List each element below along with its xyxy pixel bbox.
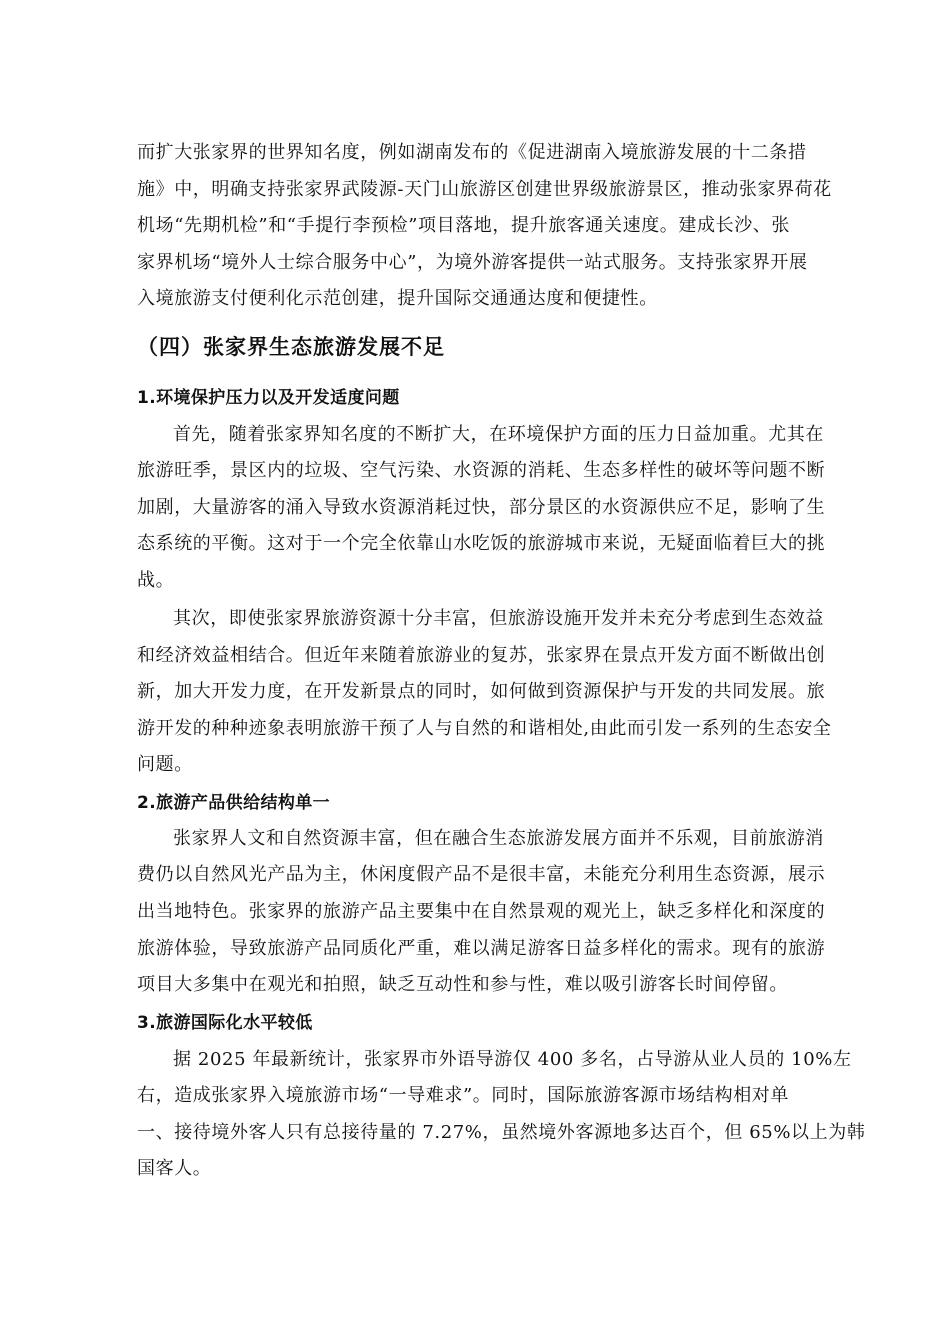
paragraph-line: 和经济效益相结合。但近年来随着旅游业的复苏，张家界在景点开发方面不断做出创	[137, 645, 826, 666]
subsection-heading-3: 3.旅游国际化水平较低	[137, 1013, 313, 1033]
paragraph-line: 费仍以自然风光产品为主，休闲度假产品不是很丰富，未能充分利用生态资源，展示	[137, 864, 826, 885]
paragraph-line: 战。	[137, 570, 175, 591]
paragraph-line: 张家界人文和自然资源丰富，但在融合生态旅游发展方面并不乐观，目前旅游消	[173, 828, 824, 849]
paragraph-line: 态系统的平衡。这对于一个完全依靠山水吃饭的旅游城市来说，无疑面临着巨大的挑	[137, 533, 826, 554]
intro-line: 机场“先期机检”和“手提行李预检”项目落地，提升旅客通关速度。建成长沙、张	[137, 215, 791, 236]
paragraph-line: 其次，即使张家界旅游资源十分丰富，但旅游设施开发并未充分考虑到生态效益	[173, 608, 824, 629]
paragraph-line: 问题。	[137, 754, 193, 775]
intro-line: 施》中，明确支持张家界武陵源-天门山旅游区创建世界级旅游景区，推动张家界荷花	[137, 179, 832, 200]
paragraph-line: 据 2025 年最新统计，张家界市外语导游仅 400 多名，占导游从业人员的 10%左	[173, 1049, 852, 1070]
paragraph-line: 国客人。	[137, 1158, 212, 1179]
paragraph-line: 一、接待境外客人只有总接待量的 7.27%，虽然境外客源地多达百个，但 65%以上为韩	[137, 1122, 866, 1143]
subsection-heading-2: 2.旅游产品供给结构单一	[137, 793, 331, 813]
paragraph-line: 首先，随着张家界知名度的不断扩大，在环境保护方面的压力日益加重。尤其在	[173, 424, 824, 445]
paragraph-line: 旅游旺季，景区内的垃圾、空气污染、水资源的消耗、生态多样性的破坏等问题不断	[137, 460, 826, 481]
paragraph-line: 旅游体验，导致旅游产品同质化严重，难以满足游客日益多样化的需求。现有的旅游	[137, 938, 826, 959]
intro-line: 入境旅游支付便利化示范创建，提升国际交通通达度和便捷性。	[137, 288, 658, 309]
paragraph-line: 项目大多集中在观光和拍照，缺乏互动性和参与性，难以吸引游客长时间停留。	[137, 974, 788, 995]
intro-line: 而扩大张家界的世界知名度，例如湖南发布的《促进湖南入境旅游发展的十二条措	[137, 142, 807, 163]
paragraph-line: 新，加大开发力度，在开发新景点的同时，如何做到资源保护与开发的共同发展。旅	[137, 681, 826, 702]
subsection-heading-1: 1.环境保护压力以及开发适度问题	[137, 388, 400, 408]
paragraph-line: 出当地特色。张家界的旅游产品主要集中在自然景观的观光上，缺乏多样化和深度的	[137, 901, 826, 922]
paragraph-line: 加剧，大量游客的涌入导致水资源消耗过快，部分景区的水资源供应不足，影响了生	[137, 497, 826, 518]
paragraph-line: 游开发的种种迹象表明旅游干预了人与自然的和谐相处,由此而引发一系列的生态安全	[137, 718, 832, 739]
paragraph-line: 右，造成张家界入境旅游市场“一导难求”。同时，国际旅游客源市场结构相对单	[137, 1085, 790, 1106]
intro-line: 家界机场“境外人士综合服务中心”，为境外游客提供一站式服务。支持张家界开展	[137, 252, 808, 273]
section-heading: （四）张家界生态旅游发展不足	[137, 335, 445, 359]
